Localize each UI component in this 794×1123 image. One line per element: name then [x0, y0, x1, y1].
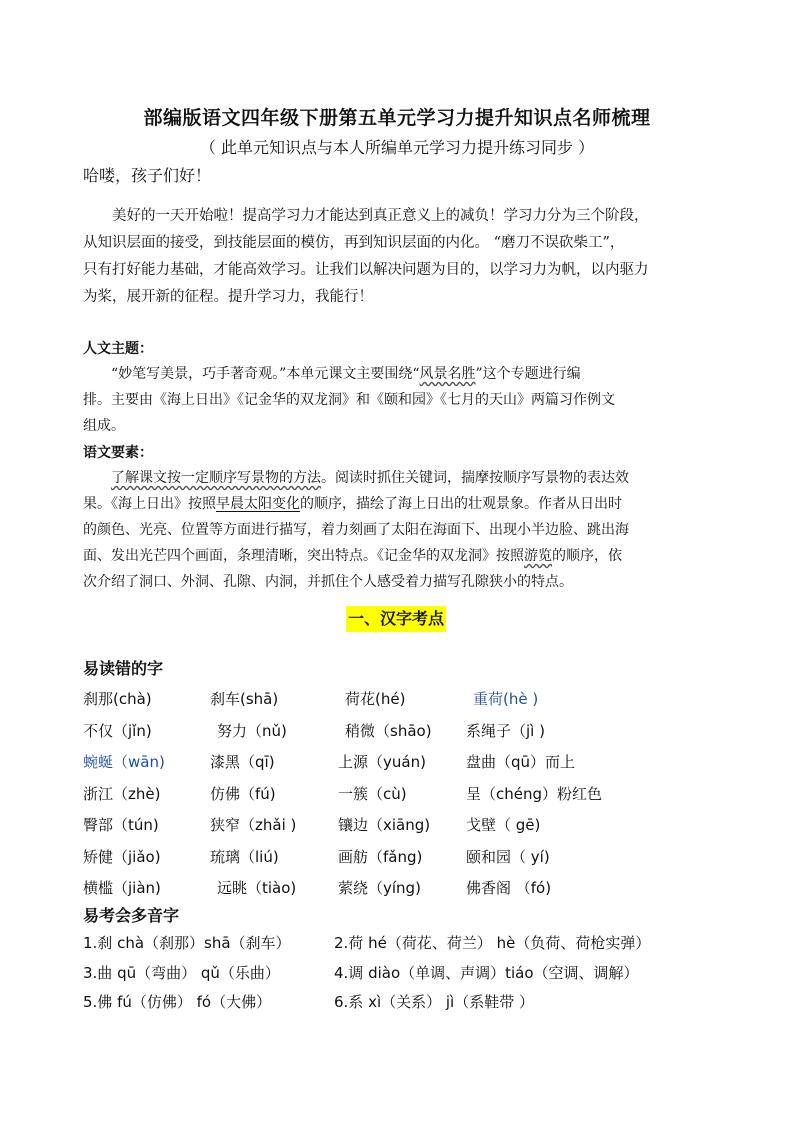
misread-item: 漆黑（qī) — [210, 753, 275, 771]
polyphonic-item: 4.调 diào（单调、声调）tiáo（空调、调解） — [334, 964, 639, 982]
misread-item: 一簇（cù) — [338, 785, 407, 803]
renwen-text: “妙笔写美景，巧手著奇观。”本单元课文主要围绕“ — [111, 366, 420, 382]
yuwen-line: 次介绍了洞口、外洞、孔隙、内洞，并抓住个人感受着力描写孔隙狭小的特点。 — [83, 574, 573, 590]
yuwen-line — [83, 491, 711, 517]
misread-row — [0, 720, 794, 742]
polyphonic-row — [0, 962, 794, 984]
intro-paragraph — [83, 203, 711, 311]
polyphonic-item: 5.佛 fú（仿佛） fó（大佛） — [83, 993, 272, 1011]
yuwen-text: 。阅读时抓住关键词，揣摩按顺序写景物的表达效 — [321, 470, 629, 486]
misread-item: 萦绕（yíng) — [338, 879, 421, 897]
polyphonic-item: 1.刹 chà（刹那）shā（刹车） — [83, 934, 291, 952]
misread-item: 刹那(chà) — [83, 690, 152, 708]
misread-item: 仿佛（fú) — [210, 785, 276, 803]
misread-item: 蜿蜒（wān) — [83, 753, 165, 771]
misread-item: 画舫（fǎng) — [338, 848, 423, 866]
misread-item: 佛香阁 （fó) — [466, 879, 552, 897]
renwen-text: ”这个专题进行编 — [475, 366, 581, 382]
yuwen-text: 的顺序，依 — [552, 548, 622, 564]
misread-item: 系绳子（jì ) — [466, 722, 545, 740]
misread-item: 戈壁（ gē) — [466, 816, 541, 834]
misread-item: 上源（yuán) — [338, 753, 426, 771]
renwen-keyword: 风景名胜 — [419, 366, 476, 382]
renwen-line: 组成。 — [83, 418, 125, 434]
yuwen-text: 的顺序，描绘了海上日出的壮观景象。作者从日出时 — [300, 496, 622, 512]
polyphonic-item: 3.曲 qū（弯曲） qǔ（乐曲） — [83, 964, 280, 982]
polyphonic-item: 6.系 xì（关系） jì（系鞋带 ） — [334, 993, 534, 1011]
intro-line: 只有打好能力基础，才能高效学习。让我们以解决问题为目的，以学习力为帆，以内驱力 — [83, 262, 649, 278]
intro-line: 从知识层面的接受，到技能层面的模仿，再到知识层面的内化。 “磨刀不误砍柴工”， — [83, 235, 625, 251]
yuwen-paragraph — [83, 465, 711, 595]
misread-item: 颐和园（ yí) — [466, 848, 550, 866]
misread-item: 刹车(shā) — [210, 690, 279, 708]
polyphonic-row — [0, 991, 794, 1013]
yuwen-key-method: 了解课文按一定顺序写景物的方法 — [111, 470, 321, 486]
misread-item: 重荷(hè ) — [473, 690, 539, 708]
greeting: 哈喽，孩子们好！ — [83, 166, 212, 185]
misread-item: 荷花(hé) — [345, 690, 406, 708]
yuwen-line — [83, 543, 711, 569]
polyphonic-heading: 易考会多音字 — [83, 906, 180, 925]
intro-line: 为桨，展开新的征程。提升学习力，我能行！ — [83, 289, 373, 305]
misread-item: 臀部（tún) — [83, 816, 159, 834]
yuwen-key-tour: 游览 — [524, 548, 552, 564]
misread-item: 琉璃（liú) — [210, 848, 279, 866]
misread-row — [0, 751, 794, 773]
misread-item: 盘曲（qū）而上 — [466, 753, 576, 771]
section-heading-hanzi: 一、汉字考点 — [346, 606, 446, 632]
page-title: 部编版语文四年级下册第五单元学习力提升知识点名师梳理 — [143, 107, 651, 129]
misread-row — [0, 783, 794, 805]
polyphonic-item: 2.荷 hé（荷花、荷兰） hè（负荷、荷枪实弹） — [334, 934, 651, 952]
misread-item: 努力（nǔ) — [217, 722, 287, 740]
misread-item: 狭窄（zhǎi ) — [210, 816, 297, 834]
misread-item: 呈（chéng）粉红色 — [466, 785, 603, 803]
misread-row — [0, 877, 794, 899]
renwen-label: 人文主题： — [83, 341, 153, 357]
misread-row — [0, 688, 794, 710]
yuwen-key-order: 早晨太阳变化 — [216, 496, 300, 512]
misread-item: 镶边（xiāng) — [338, 816, 431, 834]
yuwen-label: 语文要素： — [83, 445, 153, 461]
misread-heading: 易读错的字 — [83, 659, 164, 678]
renwen-paragraph — [83, 361, 711, 439]
misread-item: 远眺（tiào) — [217, 879, 297, 897]
yuwen-line — [83, 465, 711, 491]
renwen-line — [83, 361, 711, 387]
misread-item: 横槛（jiàn) — [83, 879, 161, 897]
yuwen-text: 面、发出光芒四个画面，条理清晰，突出特点。《记金华的双龙洞》按照 — [83, 548, 524, 564]
misread-item: 不仅（jǐn) — [83, 722, 152, 740]
polyphonic-row — [0, 932, 794, 954]
renwen-line: 排。主要由《海上日出》《记金华的双龙洞》和《颐和园》《七月的天山》两篇习作例文 — [83, 392, 615, 408]
page-subtitle: （ 此单元知识点与本人所编单元学习力提升练习同步 ） — [199, 138, 595, 157]
yuwen-text: 果。《海上日出》按照 — [83, 496, 216, 512]
misread-item: 稍微（shāo) — [345, 722, 432, 740]
intro-line: 美好的一天开始啦！提高学习力才能达到真正意义上的减负！学习力分为三个阶段， — [112, 208, 649, 224]
misread-row — [0, 814, 794, 836]
misread-item: 浙江（zhè) — [83, 785, 161, 803]
yuwen-line: 的颜色、光亮、位置等方面进行描写，着力刻画了太阳在海面下、出现小半边脸、跳出海 — [83, 522, 629, 538]
misread-row — [0, 846, 794, 868]
misread-item: 矫健（jiǎo) — [83, 848, 161, 866]
